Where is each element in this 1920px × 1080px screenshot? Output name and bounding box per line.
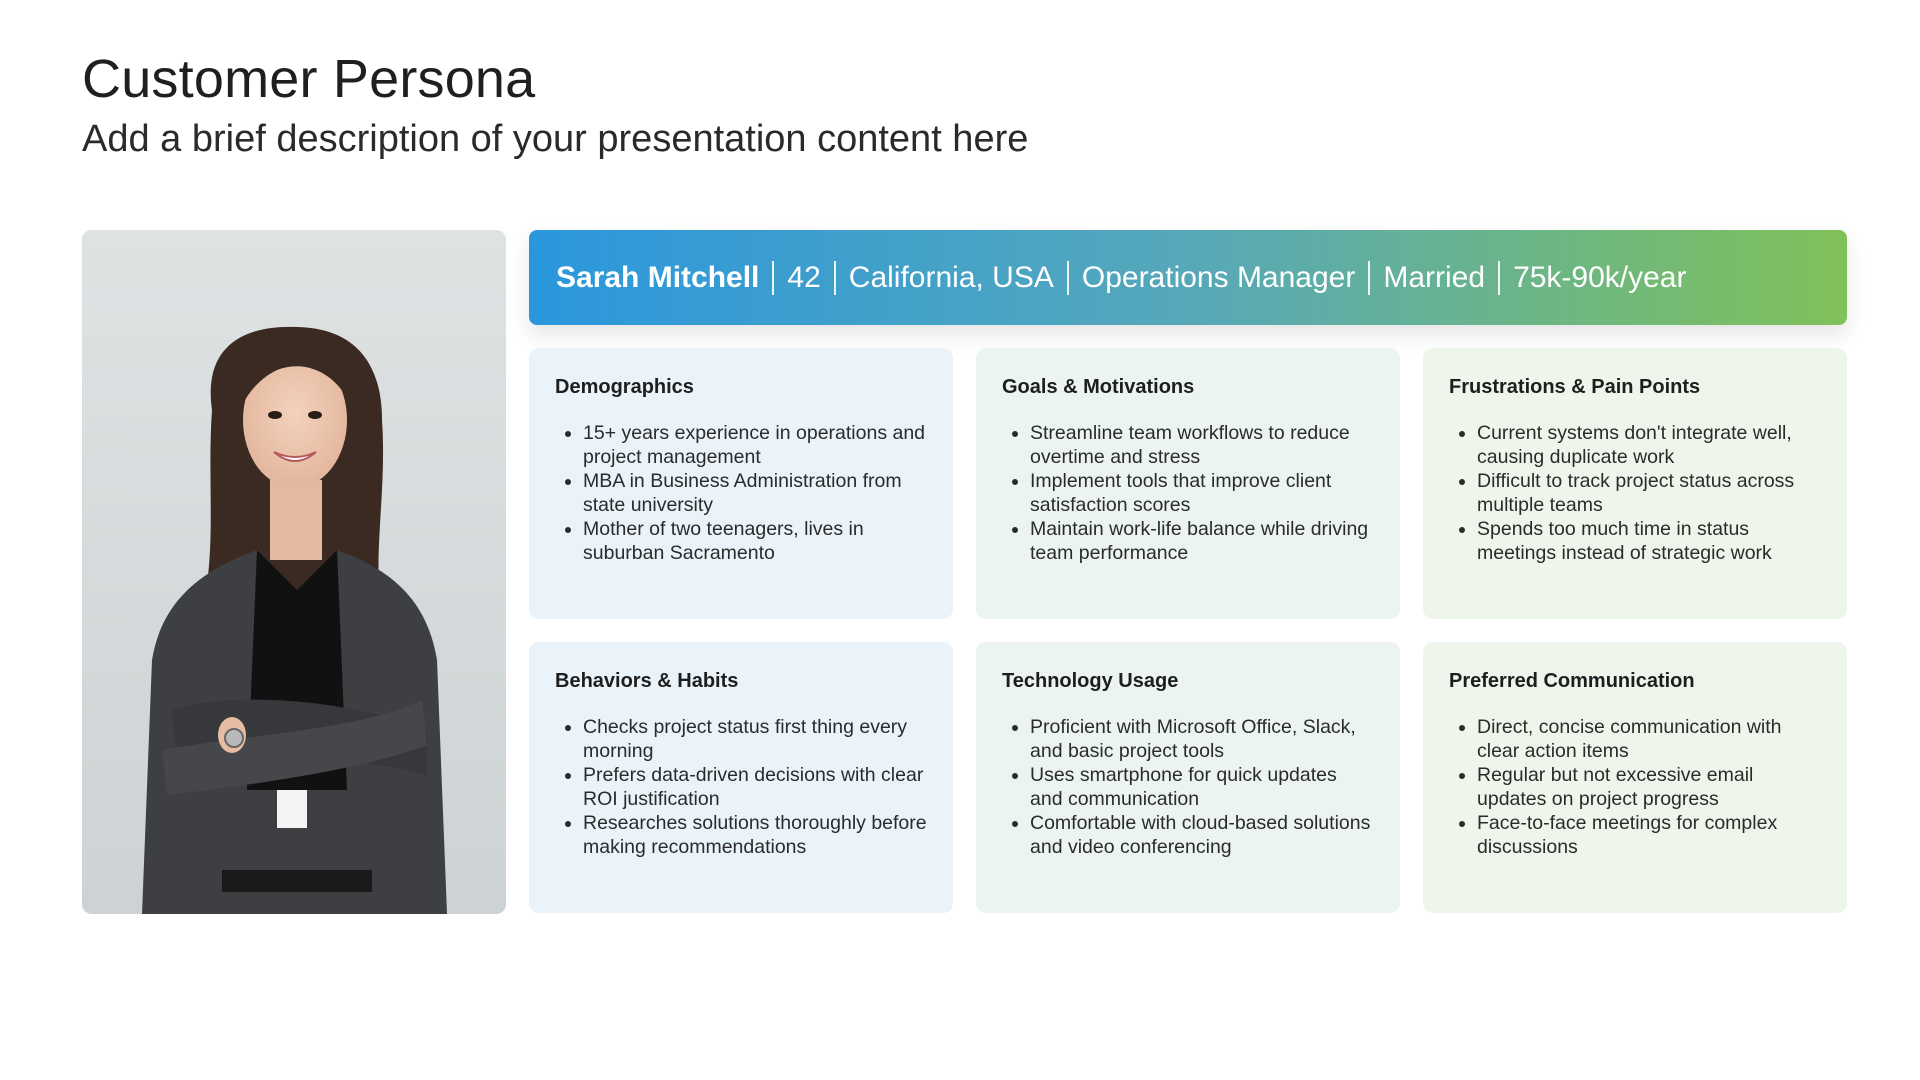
card-list	[1002, 715, 1374, 859]
card-technology-usage	[976, 642, 1400, 913]
card-title: Goals & Motivations	[1002, 376, 1195, 398]
separator	[834, 261, 836, 295]
list-item: • Prefers data-driven decisions with clear ROI justification	[583, 763, 927, 811]
persona-age: 42	[787, 260, 821, 294]
list-item: • Regular but not excessive email updates on project progress	[1477, 763, 1821, 811]
persona-location: California, USA	[848, 260, 1054, 294]
list-item: • Maintain work-life balance while driving team performance	[1030, 517, 1374, 565]
card-title: Frustrations & Pain Points	[1449, 376, 1701, 398]
list-item: • Current systems don't integrate well, causing duplicate work	[1477, 421, 1821, 469]
persona-summary-bar	[529, 230, 1847, 325]
list-item: • Streamline team workflows to reduce overtime and stress	[1030, 421, 1374, 469]
list-item: • Face-to-face meetings for complex discussions	[1477, 811, 1821, 859]
card-frustrations-pain-points	[1423, 348, 1847, 619]
persona-name: Sarah Mitchell	[556, 260, 760, 294]
list-item: • Spends too much time in status meetings instead of strategic work	[1477, 517, 1821, 565]
list-item: • Comfortable with cloud-based solutions and video conferencing	[1030, 811, 1374, 859]
card-demographics	[529, 348, 953, 619]
persona-marital-status: Married	[1383, 260, 1486, 294]
card-list	[1002, 421, 1374, 565]
card-preferred-communication	[1423, 642, 1847, 913]
persona-photo	[82, 230, 506, 914]
list-item: • Difficult to track project status across multiple teams	[1477, 469, 1821, 517]
separator	[1067, 261, 1069, 295]
list-item: • Proficient with Microsoft Office, Slack, and basic project tools	[1030, 715, 1374, 763]
separator	[1368, 261, 1370, 295]
card-list	[1449, 715, 1821, 859]
list-item: • MBA in Business Administration from state university	[583, 469, 927, 517]
card-list	[555, 715, 927, 859]
list-item: • Researches solutions thoroughly before making recommendations	[583, 811, 927, 859]
page-title: Customer Persona	[82, 49, 536, 109]
card-title: Demographics	[555, 376, 694, 398]
list-item: • Implement tools that improve client satisfaction scores	[1030, 469, 1374, 517]
persona-cards-grid	[529, 348, 1847, 913]
card-title: Behaviors & Habits	[555, 670, 739, 692]
card-list	[1449, 421, 1821, 565]
list-item: • Uses smartphone for quick updates and communication	[1030, 763, 1374, 811]
list-item: • Checks project status first thing every morning	[583, 715, 927, 763]
card-title: Preferred Communication	[1449, 670, 1695, 692]
separator	[772, 261, 774, 295]
list-item: • Direct, concise communication with clear action items	[1477, 715, 1821, 763]
list-item: • 15+ years experience in operations and project management	[583, 421, 927, 469]
persona-income: 75k-90k/year	[1513, 260, 1687, 294]
card-title: Technology Usage	[1002, 670, 1179, 692]
card-list	[555, 421, 927, 565]
persona-role: Operations Manager	[1081, 260, 1356, 294]
card-behaviors-habits	[529, 642, 953, 913]
separator	[1498, 261, 1500, 295]
card-goals-motivations	[976, 348, 1400, 619]
list-item: • Mother of two teenagers, lives in suburban Sacramento	[583, 517, 927, 565]
page-subtitle: Add a brief description of your presentation content here	[82, 118, 1029, 160]
